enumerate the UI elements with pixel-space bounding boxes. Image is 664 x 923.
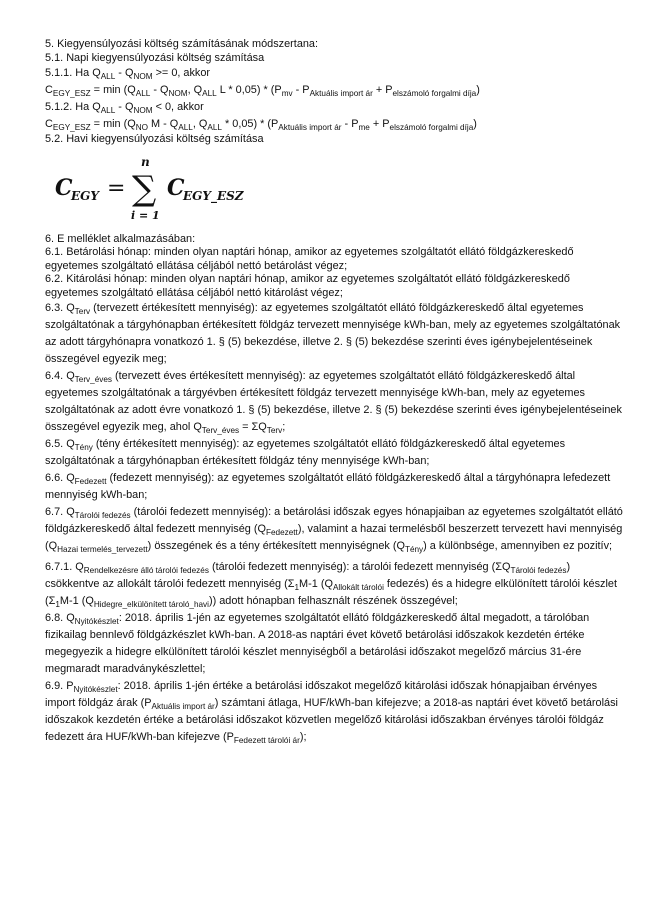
formula-c: C	[55, 174, 73, 201]
para-6-1: 6.1. Betárolási hónap: minden olyan naptári hónap, amikor az egyetemes szolgáltatót ellátó földgázkereskedő egyetemes szolgáltató ellátása céljából nettó betárolást végez;	[45, 246, 574, 272]
formula-n: n	[141, 154, 150, 169]
section-5-1-heading: 5.1. Napi kiegyensúlyozási költség számítása	[45, 51, 265, 64]
condition-5-1-2: 5.1.2. Ha $Q_{ALL} - Q_{NOM} < 0$, akkor	[45, 101, 204, 115]
sum-formula	[55, 155, 624, 223]
para-6-9: 6.9. $P_{Nyitókészlet}$: 2018. április 1-jén értéke a betárolási időszakot megelőző kitárolási időszak hónapjaiban érvényes import földgáz árak $(P_{Aktuális import ár})$ számtani átlaga, HUF/kWh-ban kifejezve; a 2018-as naptári évet követő betárolási időszakok kezdetén értéke a betárolási időszakot közvetlen megelőző kitárolási időszakban érvényes tárolói földgáz fedezett ára HUF/kWh-ban kifejezve $(P_{Fedezett tárolói ár})$;	[45, 680, 618, 745]
condition-5-1-1: 5.1.1. Ha $Q_{ALL} - Q_{NOM} >= 0$, akkor	[45, 67, 211, 81]
section-5-2-heading: 5.2. Havi kiegyensúlyozási költség számítása	[45, 133, 264, 145]
formula-5-1-2: $C_{EGY\_ESZ} = \min (Q_{NO}$ M - $Q_{ALL}$, $Q_{ALL} * 0,05) * (P_{Aktuális import ár} - P_{me} + P_{elszámoló forgalmi díja})$	[45, 118, 477, 132]
para-6-6: 6.6. $Q_{Fedezett}$ (fedezett mennyiség): az egyetemes szolgáltatót ellátó földgázkereskedő által a tárgyhónapra lefedezett mennyiség kWh-ban;	[45, 472, 611, 501]
para-6-7-1: 6.7.1. $Q_{Rendelkezésre álló tárolói fedezés}$ (tárolói fedezett mennyiség): a tárolói fedezett mennyiség $(\Sigma Q_{Tárolói fedezés})$ csökkentve az allokált tárolói fedezett mennyiség ($\Sigma_1M-1$ ($Q_{Allokált tárolói}$ fedezés) és a hidegre elkülönített tárolói készlet ($\Sigma_1M-1$ $(Q_{Hidegre\_elkülönített tároló\_havi})$) adott hónapban felhasznált részének összegével;	[45, 561, 617, 609]
sum-formula-graphic	[55, 155, 255, 223]
para-6-4: 6.4. $Q_{Terv\_éves}$ (tervezett éves értékesített mennyiség): az egyetemes szolgáltatót ellátó földgázkereskedő által egyetemes szolgáltatónak a tárgyévben értékesített földgáz tervezett mennyisége kWh-ban, mely az egyetemes szolgáltatónak az adott évre vonatkozó 1. § (5) bekezdése, illetve 2. § (5) bekezdése szerinti éves igénybejelentéseinek összegével egyezik meg, ahol $Q_{Terv\_éves} = \Sigma Q_{Terv}$;	[45, 370, 622, 435]
formula-equals: =	[107, 175, 126, 201]
formula-i1: i = 1	[131, 208, 160, 222]
section-6-heading: 6. E melléklet alkalmazásában:	[45, 232, 196, 245]
formula-5-1-1: $C_{EGY\_ESZ} = \min (Q_{ALL} - Q_{NOM}$, $Q_{ALL}$ $L * 0,05) * (P_{mv} - P_{Aktuális import ár} + P_{elszámoló forgalmi díja})$	[45, 84, 480, 98]
formula-egy: EGY	[71, 188, 99, 203]
section-5-heading: 5. Kiegyensúlyozási költség számításának módszertana:	[45, 38, 319, 50]
formula-c2: C	[167, 174, 185, 201]
para-6-3: 6.3. $Q_{Terv}$ (tervezett értékesített mennyiség): az egyetemes szolgáltatót ellátó földgázkereskedő által egyetemes szolgáltatónak a tárgyhónapban értékesített földgáz tervezett mennyisége kWh-ban, mely az egyetemes szolgáltatónak az adott tárgyhónapra vonatkozó 1. § (5) bekezdése, illetve 2. § (5) bekezdése szerinti éves igénybejelentéseinek összegével egyezik meg;	[45, 302, 621, 365]
para-6-7: 6.7. $Q_{Tárolói fedezés}$ (tárolói fedezett mennyiség): a betárolási időszak egyes hónapjaiban az egyetemes szolgáltatót ellátó földgázkereskedő által fedezett mennyiség $(Q_{Fedezett})$, valamint a hazai termelésből beszerzett tervezett havi mennyiség $(Q_{Hazai termelés\_tervezett})$ összegének és a tény értékesített mennyiségnek $(Q_{Tény})$ a különbsége, amennyiben ez pozitív;	[45, 506, 623, 554]
formula-egy-esz: EGY_ESZ	[183, 188, 244, 203]
para-6-2: 6.2. Kitárolási hónap: minden olyan naptári hónap, amikor az egyetemes szolgáltatót ellátó földgázkereskedő egyetemes szolgáltató ellátása céljából nettó kitárolást végez;	[45, 273, 570, 299]
para-6-5: 6.5. $Q_{Tény}$ (tény értékesített mennyiség): az egyetemes szolgáltatót ellátó földgázkereskedő által egyetemes szolgáltatónak a tárgyhónapban értékesített földgáz tény mennyisége kWh-ban;	[45, 438, 566, 467]
para-6-8: 6.8. $Q_{Nyitókészlet}$: 2018. április 1-jén az egyetemes szolgáltatót ellátó földgázkereskedő által megadott, a tárolóban fizikailag bennlevő földgázkészlet kWh-ban. A 2018-as naptári évet követő betárolási időszakok kezdetén értéke megegyezik a hidegre elkülönített tárolói készlet mennyiségből a betárolási időszakot megelőző március 31-ére megmaradt maradványkészlettel;	[45, 612, 590, 675]
sigma-icon: ∑	[132, 168, 157, 209]
